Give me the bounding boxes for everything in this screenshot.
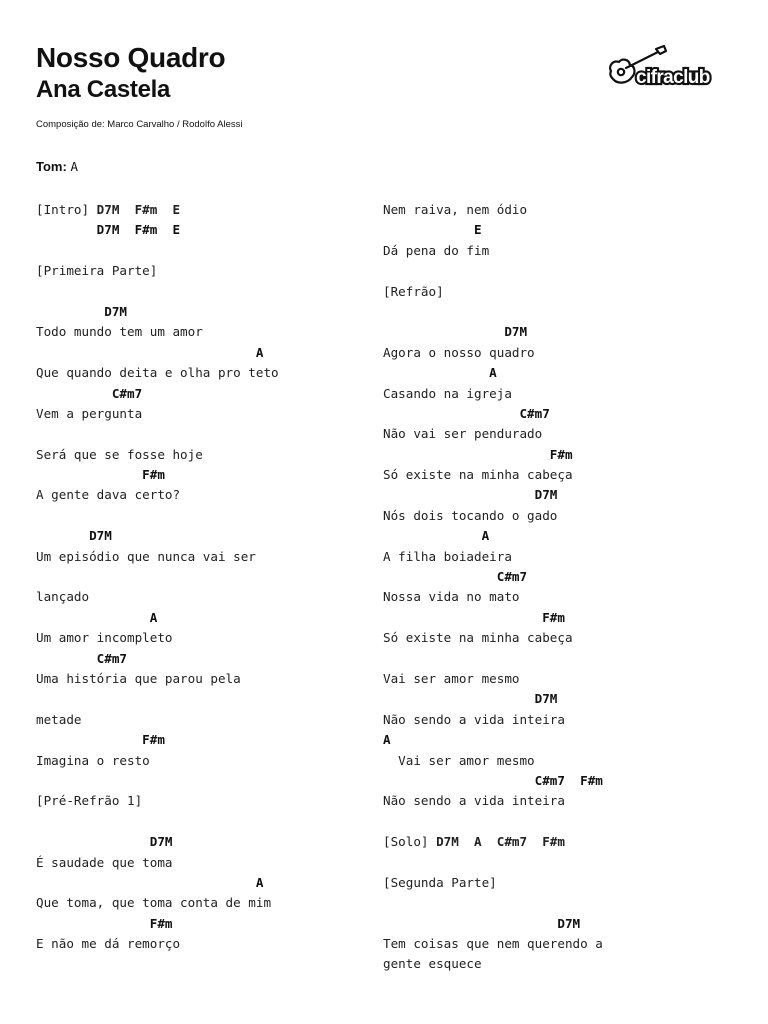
logo-wordmark: cifraclub	[636, 67, 710, 88]
lyric-line: É saudade que toma	[36, 854, 173, 870]
chord-line: D7M	[36, 528, 112, 544]
chord-line: C#m7	[383, 569, 528, 585]
chord-line: D7M	[383, 915, 581, 931]
lyric-line: lançado	[36, 589, 90, 605]
lyric-line: Nem raiva, nem ódio	[383, 202, 528, 217]
lyric-line: Será que se fosse hoje	[36, 446, 203, 462]
lyric-line: gente esquece	[383, 956, 482, 972]
lyric-line: Vem a pergunta	[36, 405, 143, 421]
chord-sequence: D7M F#m E	[96, 202, 181, 217]
chord-line: F#m	[383, 446, 573, 462]
blank-line	[36, 689, 279, 709]
blank-line	[36, 241, 279, 261]
lyric-line: metade	[36, 711, 82, 727]
chord-line: D7M	[383, 691, 558, 707]
lyric-line: Uma história que parou pela	[36, 670, 241, 686]
blank-line	[383, 853, 603, 873]
lyric-line: Só existe na minha cabeça	[383, 467, 573, 483]
blank-line	[383, 302, 603, 322]
chord-line: D7M	[383, 324, 528, 340]
blank-line	[36, 812, 279, 832]
artist-name: Ana Castela	[36, 76, 171, 103]
lyric-line: Tem coisas que nem querendo a	[383, 936, 603, 952]
lyric-line: A gente dava certo?	[36, 487, 181, 503]
lyric-line: Agora o nosso quadro	[383, 344, 535, 360]
lyric-line: Um episódio que nunca vai ser	[36, 548, 256, 564]
lyric-line: A filha boiadeira	[383, 548, 512, 564]
song-key	[36, 158, 78, 176]
chord-line: F#m	[36, 467, 165, 483]
lyric-line: Todo mundo tem um amor	[36, 324, 203, 340]
blank-line	[36, 771, 279, 791]
lyric-line: Vai ser amor mesmo	[383, 670, 520, 686]
chord-line: A	[383, 365, 497, 381]
chord-sequence: D7M A C#m7 F#m	[436, 834, 565, 850]
chord-line: C#m7 F#m	[383, 772, 603, 788]
song-title: Nosso Quadro	[36, 42, 226, 73]
blank-line	[383, 893, 603, 913]
composer-credit: Composição de: Marco Carvalho / Rodolfo Alessi	[36, 119, 243, 130]
lyrics-column-right	[383, 200, 603, 975]
lyric-line: [Refrão]	[383, 283, 444, 299]
lyric-line: [Segunda Parte]	[383, 874, 497, 890]
chord-line: C#m7	[383, 405, 550, 421]
chord-line: D7M	[36, 303, 127, 319]
key-value: A	[70, 159, 78, 174]
chord-line: D7M F#m E	[36, 222, 181, 238]
lyric-line: Imagina o resto	[36, 752, 150, 768]
chord-line: A	[36, 609, 158, 625]
lyric-line: Não vai ser pendurado	[383, 426, 543, 442]
lyrics-column-left	[36, 200, 279, 954]
section-label: [Intro]	[36, 202, 97, 217]
blank-line	[383, 812, 603, 832]
lyric-line: Vai ser amor mesmo	[383, 752, 535, 768]
section-chord-line	[36, 200, 279, 220]
blank-line	[36, 506, 279, 526]
lyric-line: Que quando deita e olha pro teto	[36, 365, 279, 381]
chord-line: C#m7	[36, 650, 127, 666]
lyric-line: Casando na igreja	[383, 385, 512, 401]
chord-line: C#m7	[36, 385, 143, 401]
lyric-line: Que toma, que toma conta de mim	[36, 895, 272, 911]
lyric-line: E não me dá remorço	[36, 936, 181, 952]
lyric-line: Não sendo a vida inteira	[383, 711, 565, 727]
blank-line	[36, 424, 279, 444]
section-label: [Solo]	[383, 834, 437, 850]
cifraclub-logo	[606, 44, 720, 94]
chord-line: A	[383, 528, 490, 544]
chord-line: A	[36, 874, 264, 890]
blank-line	[36, 567, 279, 587]
chord-line: A	[383, 732, 391, 748]
blank-line	[383, 261, 603, 281]
lyric-line: [Primeira Parte]	[36, 263, 158, 279]
chord-line: D7M	[383, 487, 558, 503]
chord-line: F#m	[383, 609, 565, 625]
chord-line: F#m	[36, 732, 165, 748]
chord-line: A	[36, 344, 264, 360]
lyric-line: Um amor incompleto	[36, 630, 173, 646]
section-chord-line	[383, 832, 603, 852]
chord-line: D7M	[36, 834, 173, 850]
lyric-line: Só existe na minha cabeça	[383, 630, 573, 646]
lyric-line: Nós dois tocando o gado	[383, 507, 558, 523]
blank-line	[383, 649, 603, 669]
chord-line: F#m	[36, 915, 173, 931]
chord-line: E	[383, 222, 482, 238]
blank-line	[36, 282, 279, 302]
lyric-line: Dá pena do fim	[383, 242, 490, 258]
lyric-line: Nossa vida no mato	[383, 589, 520, 605]
key-label: Tom:	[36, 159, 67, 174]
lyric-line: Não sendo a vida inteira	[383, 793, 565, 809]
lyric-line: [Pré-Refrão 1]	[36, 793, 143, 809]
